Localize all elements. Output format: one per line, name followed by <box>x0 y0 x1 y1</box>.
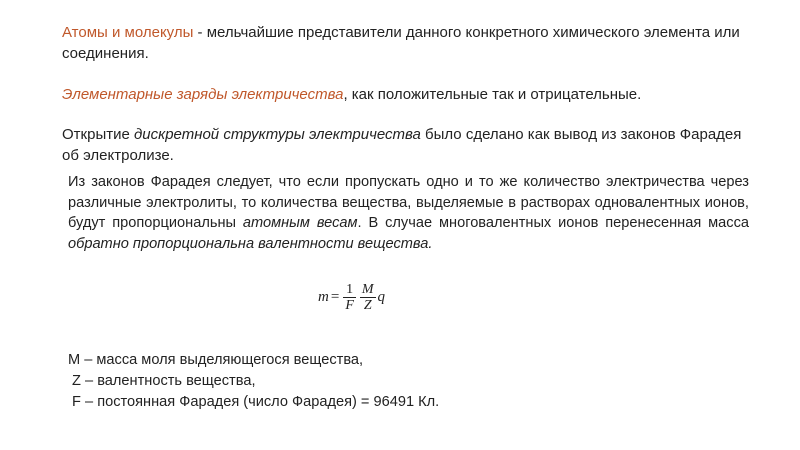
faraday-paragraph <box>68 172 749 254</box>
formula-equals: = <box>330 289 340 305</box>
discovery-term: дискретной структуры электричества <box>133 126 421 143</box>
discovery-text-a: Открытие <box>62 126 134 143</box>
atoms-term: Атомы и молекулы <box>62 24 194 41</box>
fraction-denominator-z: Z <box>363 298 372 313</box>
formula-m: m <box>318 289 329 305</box>
discovery-text-b: было сделано как вывод из законов Фарадея об электролизе. <box>62 126 742 164</box>
fraction-numerator-1: 1 <box>346 282 354 297</box>
formula-q: q <box>377 289 386 305</box>
faraday-term-inverse: обратно пропорциональна валентности вещества. <box>68 235 433 252</box>
faraday-formula <box>318 282 385 313</box>
fraction-denominator-f: F <box>345 298 354 313</box>
charges-text: , как положительные так и отрицательные. <box>343 86 642 103</box>
definition-z: Z – валентность вещества, <box>68 373 256 389</box>
charges-term: Элементарные заряды электричества <box>62 86 344 103</box>
fraction-numerator-m: M <box>361 282 374 297</box>
charges-paragraph <box>62 84 641 105</box>
definitions-list <box>68 350 439 413</box>
definition-f: F – постоянная Фарадея (число Фарадея) = 96491 Кл. <box>68 394 440 410</box>
fraction-one-over-f <box>343 282 356 313</box>
atoms-paragraph <box>62 22 742 64</box>
faraday-text-a: Из законов Фарадея следует, что если пропускать одно и то же количество электричества через различные электролиты, то количества вещества, выделяемые в растворах одновалентных ионов, будут пропорциональны <box>68 174 749 231</box>
faraday-term-atomic-weights: атомным весам <box>242 215 358 231</box>
discovery-paragraph <box>62 124 742 166</box>
definition-m: M – масса моля выделяющегося вещества, <box>68 352 364 368</box>
atoms-text: - мельчайшие представители данного конкретного химического элемента или соединения. <box>62 24 740 62</box>
faraday-text-b: . В случае многовалентных ионов перенесенная масса <box>357 215 750 231</box>
fraction-m-over-z <box>360 282 376 313</box>
